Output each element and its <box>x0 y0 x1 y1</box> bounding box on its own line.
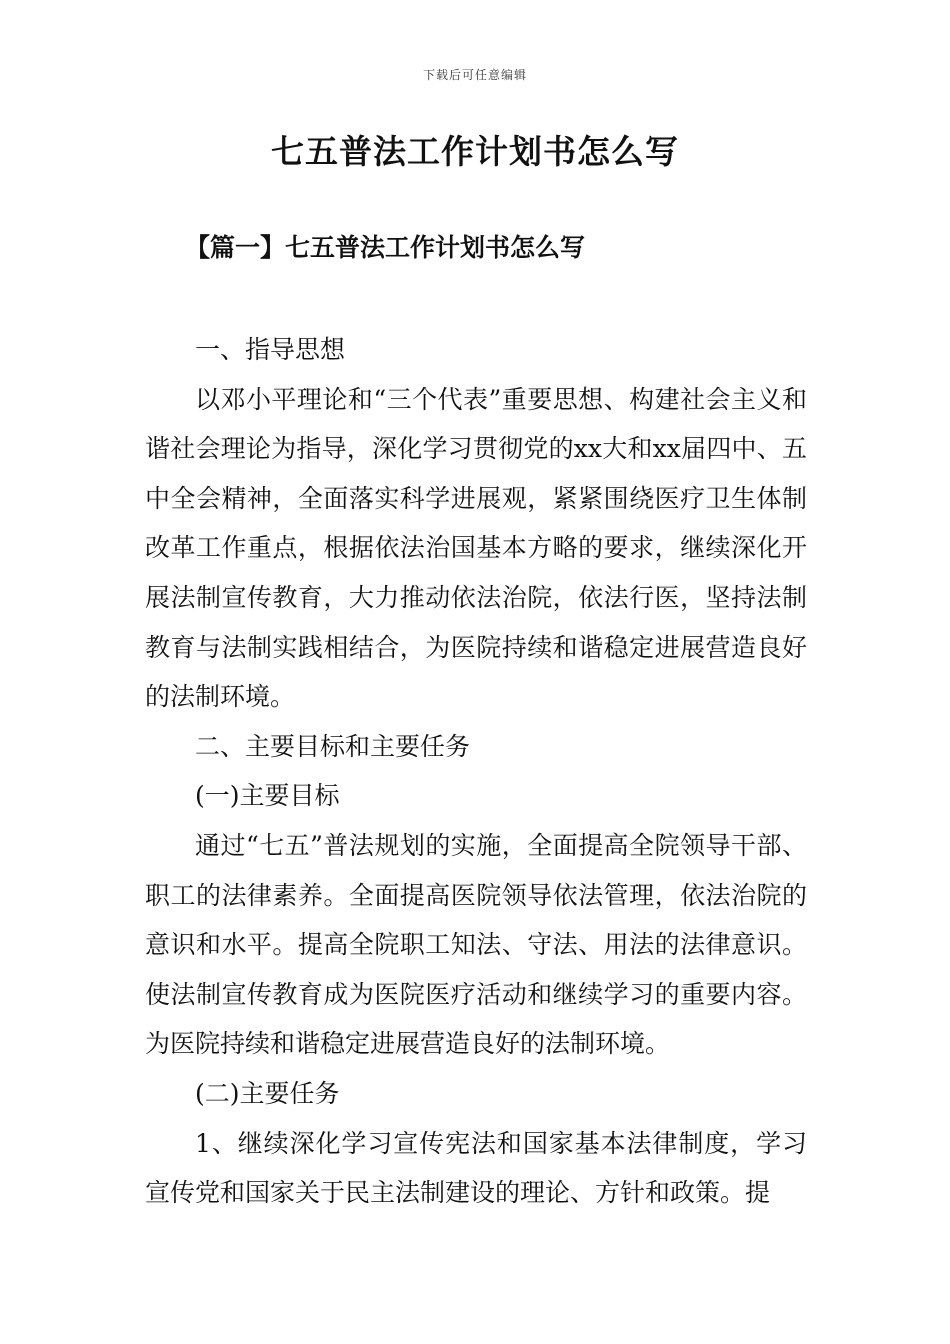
subheading-main-goals: (一)主要目标 <box>195 781 340 811</box>
paragraph-guiding-ideology: 以邓小平理论和“三个代表”重要思想、构建社会主义和谐社会理论为指导，深化学习贯彻党的xx大和xx届四中、五中全会精神，全面落实科学进展观，紧紧围绕医疗卫生体制改革工作重点，根据依法治国基本方略的要求，继续深化开展法制宣传教育，大力推动依法治院，依法行医，坚持法制教育与法制实践相结合，为医院持续和谐稳定进展营造良好的法制环境。 <box>145 384 807 712</box>
heading-guiding-ideology: 一、指导思想 <box>195 335 346 364</box>
document-body <box>145 325 807 1218</box>
heading-goals-and-tasks: 二、主要目标和主要任务 <box>195 731 471 761</box>
paragraph-main-goals: 通过“七五”普法规划的实施，全面提高全院领导干部、职工的法律素养。全面提高医院领导依法管理，依法治院的意识和水平。提高全院职工知法、守法、用法的法律意识。使法制宣传教育成为医院医疗活动和继续学习的重要内容。为医院持续和谐稳定进展营造良好的法制环境。 <box>145 830 807 1059</box>
paragraph-task-1: 1、继续深化学习宣传宪法和国家基本法律制度，学习宣传党和国家关于民主法制建设的理论、方针和政策。提 <box>145 1128 807 1208</box>
subheading-main-tasks: (二)主要任务 <box>195 1078 340 1108</box>
document-title: 七五普法工作计划书怎么写 <box>271 132 679 171</box>
section-heading: 【篇一】七五普法工作计划书怎么写 <box>185 233 586 262</box>
header-note: 下载后可任意编辑 <box>422 68 527 82</box>
